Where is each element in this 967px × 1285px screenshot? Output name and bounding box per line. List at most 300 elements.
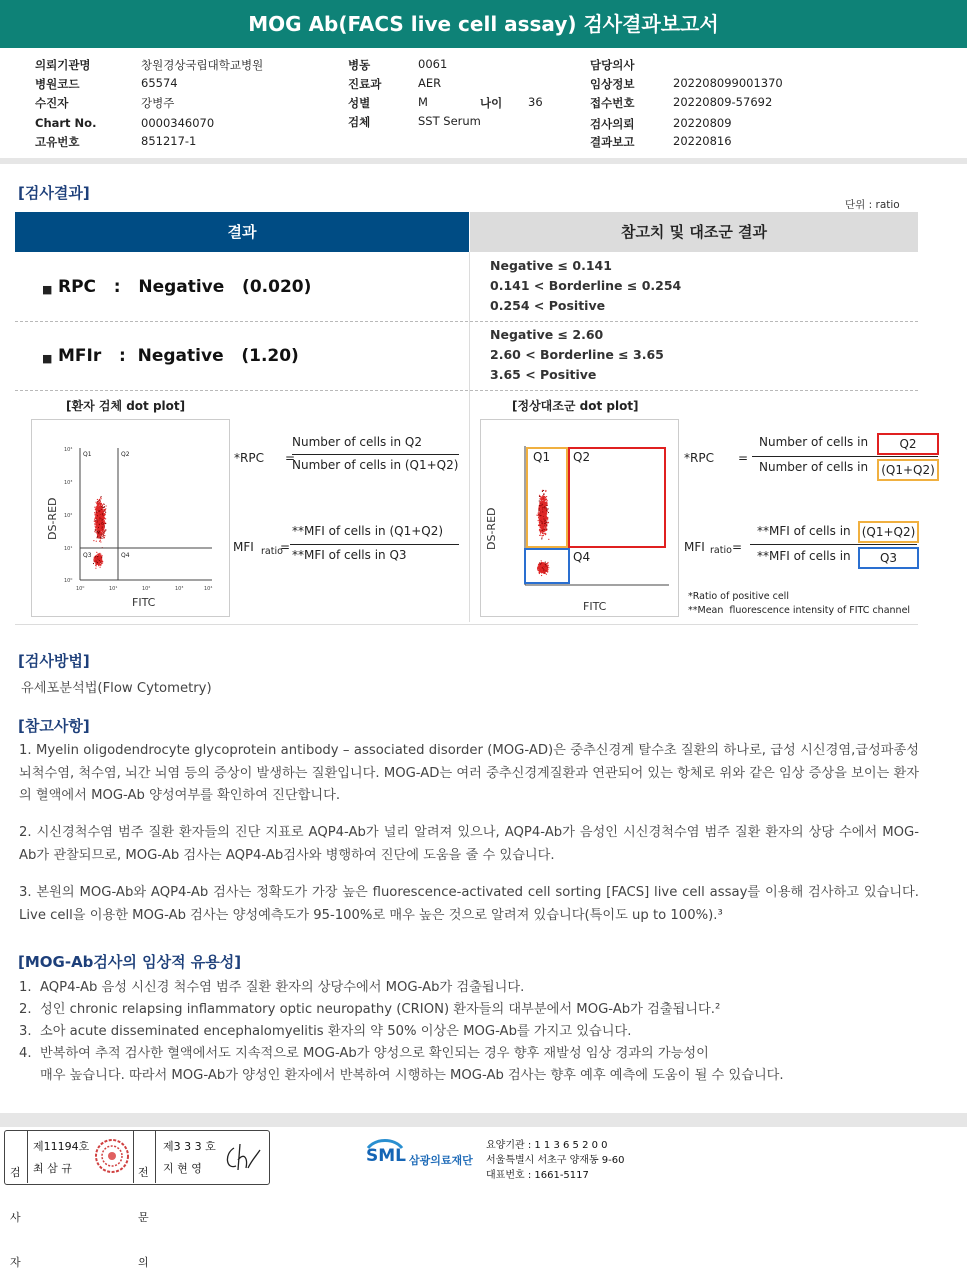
header-value: 202208099001370: [673, 76, 783, 90]
scatter-dot: [97, 506, 98, 507]
scatter-dot: [536, 515, 537, 516]
scatter-dot: [94, 560, 95, 561]
tester-license-no: 제11194호: [33, 1140, 90, 1153]
scatter-dot: [546, 502, 547, 503]
scatter-dot: [103, 509, 104, 510]
scatter-dot: [542, 533, 543, 534]
equals-sign: =: [732, 540, 743, 554]
scatter-dot: [98, 529, 99, 530]
scatter-dot: [93, 540, 94, 541]
scatter-dot: [537, 568, 538, 569]
scatter-dot: [101, 527, 102, 528]
scatter-dot: [538, 520, 539, 521]
scatter-dot: [545, 512, 546, 513]
control-plot-title: [정상대조군 dot plot]: [512, 399, 639, 413]
report-title: MOG Ab(FACS live cell assay) 검사결과보고서: [248, 12, 719, 36]
scatter-dot: [544, 500, 545, 501]
scatter-dot: [547, 522, 548, 523]
scatter-dot: [539, 567, 540, 568]
y-axis-label: DS-RED: [485, 507, 498, 550]
scatter-dot: [546, 523, 547, 524]
header-value: 강병주: [141, 96, 175, 110]
scatter-dot: [547, 564, 548, 565]
scatter-dot: [545, 534, 546, 535]
scatter-dot: [96, 529, 97, 530]
mfi-formula-subscript: ratio: [710, 545, 732, 556]
rpc-formula-denominator: Number of cells in (Q1+Q2): [292, 458, 459, 472]
scatter-dot: [104, 532, 105, 533]
org-name: 삼광의료재단: [409, 1154, 473, 1167]
tester-name: 최 삼 규: [33, 1162, 72, 1175]
scatter-dot: [100, 517, 101, 518]
scatter-dot: [543, 511, 544, 512]
scatter-dot: [97, 502, 98, 503]
scatter-dot: [541, 537, 542, 538]
scatter-dot: [100, 564, 101, 565]
scatter-dot: [542, 504, 543, 505]
scatter-dot: [540, 515, 541, 516]
scatter-dot: [541, 525, 542, 526]
signature-divider: [133, 1131, 134, 1183]
notes-paragraph-1: 1. Myelin oligodendrocyte glycoprotein antibody – associated disorder (MOG-AD)은 중추신경계 탈수초 질환의 하나로, 급성 시신경염,급성파종성 뇌척수염, 척수염, 뇌간 뇌염 등의 증상이 발생하는 질환입니다. MOG-AD는 여러 중추신경계질환과 연관되어 있는 항체로 위와 같은 임상 증상을 보이는 환자의 혈액에서 MOG-Ab 양성여부를 확인하여 진단합니다.: [19, 743, 919, 803]
scatter-dot: [98, 506, 99, 507]
scatter-dot: [542, 490, 543, 491]
scatter-dot: [105, 512, 106, 513]
scatter-dot: [97, 510, 98, 511]
clinical-item: 4. 반복하여 추적 검사한 혈액에서도 지속적으로 MOG-Ab가 양성으로 확인되는 경우 향후 재발성 임상 경과의 가능성이: [19, 1046, 709, 1061]
scatter-dot: [103, 525, 104, 526]
q1-q2-box: (Q1+Q2): [877, 459, 939, 481]
scatter-dot: [96, 531, 97, 532]
x-tick: 10³: [175, 586, 184, 592]
scatter-dot: [98, 515, 99, 516]
scatter-dot: [96, 510, 97, 511]
scatter-dot: [542, 495, 543, 496]
header-label: 접수번호: [590, 96, 635, 110]
scatter-dot: [99, 499, 100, 500]
y-tick: 10⁴: [64, 447, 73, 453]
scatter-dot: [98, 511, 99, 512]
scatter-dot: [545, 505, 546, 506]
scatter-dot: [542, 530, 543, 531]
doctor-license-no: 제3 3 3 호: [163, 1140, 216, 1153]
rpc-ref-line: 0.141 < Borderline ≤ 0.254: [490, 278, 682, 293]
scatter-dot: [100, 512, 101, 513]
header-value: 36: [528, 95, 543, 109]
scatter-dot: [98, 509, 99, 510]
footnote-rpc: *Ratio of positive cell: [688, 591, 789, 602]
rpc-result: RPC : Negative (0.020): [58, 277, 312, 297]
doctor-name: 지 현 영: [163, 1162, 202, 1175]
scatter-dot: [101, 538, 102, 539]
quadrant-label-q2: Q2: [573, 450, 591, 464]
scatter-dot: [104, 520, 105, 521]
mfir-ref-line: Negative ≤ 2.60: [490, 327, 604, 342]
scatter-dot: [96, 552, 97, 553]
scatter-dot: [100, 533, 101, 534]
scatter-dot: [543, 513, 544, 514]
scatter-dot: [101, 534, 102, 535]
header-label: 결과보고: [590, 135, 635, 149]
scatter-dot: [104, 535, 105, 536]
header-label: 검사의뢰: [590, 117, 635, 131]
org-institution-no: 요양기관 : 1 1 3 6 5 2 0 0: [486, 1140, 608, 1151]
scatter-dot: [96, 561, 97, 562]
scatter-dot: [539, 500, 540, 501]
scatter-dot: [538, 517, 539, 518]
scatter-dot: [100, 504, 101, 505]
scatter-dot: [98, 518, 99, 519]
scatter-dot: [95, 526, 96, 527]
scatter-dot: [542, 535, 543, 536]
seal-stamp-icon: [93, 1136, 131, 1176]
quadrant-label-q4: Q4: [121, 552, 130, 559]
bullet-icon: ■: [42, 352, 53, 365]
scatter-dot: [545, 528, 546, 529]
scatter-dot: [545, 525, 546, 526]
scatter-dot: [94, 514, 95, 515]
scatter-dot: [543, 573, 544, 574]
scatter-dot: [542, 570, 543, 571]
scatter-dot: [98, 522, 99, 523]
scatter-dot: [96, 527, 97, 528]
scatter-dot: [540, 527, 541, 528]
scatter-dot: [97, 537, 98, 538]
patient-plot-title: [환자 검체 dot plot]: [66, 399, 186, 413]
scatter-dot: [102, 513, 103, 514]
header-label: 성별: [348, 96, 371, 110]
scatter-dot: [103, 529, 104, 530]
label-char: 검: [10, 1166, 21, 1179]
scatter-dot: [99, 524, 100, 525]
notes-paragraph-2: 2. 시신경척수염 범주 질환 환자들의 진단 지표로 AQP4-Ab가 널리 알려져 있으나, AQP4-Ab가 음성인 시신경척수염 범주 질환 환자의 상당 수에서 MOG-Ab가 관찰되므로, MOG-Ab 검사는 AQP4-Ab검사와 병행하여 진단에 도움을 줄 수 있습니다.: [19, 825, 919, 863]
scatter-dot: [537, 567, 538, 568]
scatter-dot: [540, 530, 541, 531]
scatter-dot: [546, 510, 547, 511]
scatter-dot: [546, 522, 547, 523]
y-axis-label: DS-RED: [46, 497, 59, 540]
scatter-dot: [102, 525, 103, 526]
scatter-dot: [543, 522, 544, 523]
equals-sign: =: [738, 451, 749, 465]
scatter-dot: [543, 501, 544, 502]
y-tick: 10²: [64, 513, 73, 519]
mfir-ref-line: 3.65 < Positive: [490, 367, 597, 382]
signature-divider: [27, 1131, 28, 1183]
scatter-dot: [100, 567, 101, 568]
scatter-dot: [543, 509, 544, 510]
header-label: 임상정보: [590, 77, 635, 91]
scatter-dot: [547, 571, 548, 572]
header-value: 0061: [418, 57, 448, 71]
header-value: 20220816: [673, 134, 732, 148]
scatter-dot: [540, 517, 541, 518]
rpc-formula-label: *RPC: [234, 451, 264, 465]
equals-sign: =: [285, 451, 296, 465]
scatter-dot: [539, 571, 540, 572]
header-value: 0000346070: [141, 116, 215, 130]
x-tick: 10⁴: [204, 586, 213, 592]
scatter-dot: [100, 521, 101, 522]
q1-q2-box: (Q1+Q2): [858, 521, 919, 543]
scatter-dot: [104, 507, 105, 508]
fraction-line: [750, 544, 917, 545]
scatter-dot: [542, 497, 543, 498]
scatter-dot: [541, 569, 542, 570]
scatter-dot: [102, 530, 103, 531]
scatter-dot: [546, 496, 547, 497]
scatter-dot: [547, 518, 548, 519]
scatter-dot: [544, 523, 545, 524]
scatter-dot: [106, 505, 107, 506]
scatter-dot: [97, 521, 98, 522]
scatter-dot: [543, 498, 544, 499]
scatter-dot: [540, 501, 541, 502]
clinical-item: 2. 성인 chronic relapsing inflammatory optic neuropathy (CRION) 환자들의 대부분에서 MOG-Ab가 검출됩니다.²: [19, 1002, 721, 1017]
scatter-dot: [543, 506, 544, 507]
scatter-dot: [543, 494, 544, 495]
scatter-dot: [546, 568, 547, 569]
header-label: 나이: [480, 96, 503, 110]
scatter-dot: [544, 504, 545, 505]
mfi-denominator-text: **MFI of cells in: [757, 549, 851, 563]
scatter-dot: [99, 502, 100, 503]
scatter-dot: [100, 538, 101, 539]
clinical-item: 3. 소아 acute disseminated encephalomyelitis 환자의 약 50% 이상은 MOG-Ab를 가지고 있습니다.: [19, 1024, 632, 1039]
scatter-dot: [538, 511, 539, 512]
patient-dots: [93, 496, 107, 569]
scatter-dot: [103, 507, 104, 508]
header-label: 병동: [348, 58, 371, 72]
y-tick: 10⁰: [64, 578, 73, 584]
scatter-dot: [98, 558, 99, 559]
scatter-dot: [542, 520, 543, 521]
quadrant-label-q2: Q2: [121, 451, 130, 458]
scatter-dot: [96, 518, 97, 519]
scatter-dot: [543, 502, 544, 503]
scatter-dot: [104, 511, 105, 512]
scatter-dot: [100, 535, 101, 536]
header-label: 검체: [348, 115, 371, 129]
label-char: 전: [138, 1166, 149, 1179]
control-dots: [536, 490, 549, 576]
header-label: Chart No.: [35, 116, 97, 130]
scatter-dot: [547, 519, 548, 520]
scatter-dot: [102, 532, 103, 533]
scatter-dot: [94, 512, 95, 513]
row-divider: [15, 321, 918, 322]
mfir-ref-line: 2.60 < Borderline ≤ 3.65: [490, 347, 664, 362]
scatter-dot: [544, 507, 545, 508]
patient-dot-plot: [32, 420, 229, 616]
scatter-dot: [93, 563, 94, 564]
scatter-dot: [543, 533, 544, 534]
scatter-dot: [99, 553, 100, 554]
signature-divider: [155, 1131, 156, 1183]
scatter-dot: [540, 507, 541, 508]
scatter-dot: [545, 527, 546, 528]
scatter-dot: [97, 519, 98, 520]
scatter-dot: [546, 529, 547, 530]
scatter-dot: [98, 533, 99, 534]
scatter-dot: [93, 559, 94, 560]
unit-label: 단위 : ratio: [845, 199, 900, 211]
scatter-dot: [545, 517, 546, 518]
x-tick: 10⁰: [76, 586, 85, 592]
rpc-formula-numerator: Number of cells in Q2: [292, 435, 422, 449]
y-tick: 10¹: [64, 546, 73, 552]
doctor-label: [138, 1135, 149, 1285]
scatter-dot: [541, 511, 542, 512]
scatter-dot: [545, 567, 546, 568]
scatter-dot: [98, 535, 99, 536]
scatter-dot: [94, 521, 95, 522]
scatter-dot: [539, 523, 540, 524]
header-label: 담당의사: [590, 58, 635, 72]
scatter-dot: [544, 531, 545, 532]
scatter-dot: [544, 518, 545, 519]
scatter-dot: [541, 560, 542, 561]
scatter-dot: [541, 498, 542, 499]
rpc-ref-line: 0.254 < Positive: [490, 298, 606, 313]
scatter-dot: [98, 508, 99, 509]
header-value: 20220809-57692: [673, 95, 773, 109]
scatter-dot: [103, 522, 104, 523]
scatter-dot: [539, 498, 540, 499]
scatter-dot: [539, 495, 540, 496]
scatter-dot: [545, 520, 546, 521]
scatter-dot: [542, 532, 543, 533]
scatter-dot: [546, 574, 547, 575]
quadrant-label-q1: Q1: [533, 450, 551, 464]
scatter-dot: [99, 559, 100, 560]
header-label: 진료과: [348, 77, 382, 91]
scatter-dot: [540, 504, 541, 505]
scatter-dot: [103, 513, 104, 514]
scatter-dot: [104, 537, 105, 538]
scatter-dot: [543, 524, 544, 525]
mfir-result: MFIr : Negative (1.20): [58, 346, 299, 366]
scatter-dot: [100, 554, 101, 555]
scatter-dot: [100, 529, 101, 530]
scatter-dot: [541, 521, 542, 522]
quadrant-label-q3: Q3: [83, 552, 92, 559]
scatter-dot: [546, 526, 547, 527]
scatter-dot: [544, 498, 545, 499]
scatter-dot: [539, 509, 540, 510]
patient-plot-frame: [31, 419, 230, 617]
scatter-dot: [94, 524, 95, 525]
scatter-dot: [95, 556, 96, 557]
scatter-dot: [99, 521, 100, 522]
scatter-dot: [538, 513, 539, 514]
results-section-title: [검사결과]: [18, 184, 90, 202]
clinical-item: 매우 높습니다. 따라서 MOG-Ab가 양성인 환자에서 반복하여 시행하는 MOG-Ab 검사는 향후 예후 예측에 도움이 될 수 있습니다.: [19, 1068, 784, 1083]
scatter-dot: [100, 526, 101, 527]
quadrant-label-q1: Q1: [83, 451, 92, 458]
scatter-dot: [98, 565, 99, 566]
scatter-dot: [543, 517, 544, 518]
scatter-dot: [99, 500, 100, 501]
scatter-dot: [542, 564, 543, 565]
scatter-dot: [95, 515, 96, 516]
control-dot-plot: [481, 420, 678, 616]
scatter-dot: [97, 556, 98, 557]
logo-text: SML: [366, 1146, 406, 1166]
scatter-dot: [539, 520, 540, 521]
footnote-mfi: **Mean fluorescence intensity of FITC channel: [688, 605, 911, 616]
scatter-dot: [101, 530, 102, 531]
scatter-dot: [543, 514, 544, 515]
scatter-dot: [541, 562, 542, 563]
scatter-dot: [96, 517, 97, 518]
scatter-dot: [543, 567, 544, 568]
reference-column-header: 참고치 및 대조군 결과: [470, 212, 918, 252]
scatter-dot: [100, 541, 101, 542]
y-tick: 10³: [64, 480, 73, 486]
scatter-dot: [540, 563, 541, 564]
clinical-section-title: [MOG-Ab검사의 임상적 유용성]: [18, 953, 242, 971]
scatter-dot: [546, 499, 547, 500]
scatter-dot: [540, 535, 541, 536]
scatter-dot: [102, 534, 103, 535]
header-label: 고유번호: [35, 135, 80, 149]
scatter-dot: [547, 508, 548, 509]
rpc-denominator-text: Number of cells in: [759, 460, 869, 474]
scatter-dot: [546, 563, 547, 564]
scatter-dot: [546, 565, 547, 566]
notes-section-title: [참고사항]: [18, 717, 90, 735]
scatter-dot: [540, 571, 541, 572]
scatter-dot: [539, 569, 540, 570]
scatter-dot: [96, 513, 97, 514]
header-value: 65574: [141, 76, 178, 90]
scatter-dot: [543, 490, 544, 491]
scatter-dot: [546, 519, 547, 520]
scatter-dot: [97, 561, 98, 562]
scatter-dot: [104, 509, 105, 510]
scatter-dot: [104, 523, 105, 524]
clinical-item: 1. AQP4-Ab 음성 시신경 척수염 범주 질환 환자의 상당수에서 MOG-Ab가 검출됩니다.: [19, 980, 525, 995]
scatter-dot: [102, 562, 103, 563]
scatter-dot: [94, 507, 95, 508]
org-phone: 대표번호 : 1661-5117: [486, 1170, 589, 1181]
scatter-dot: [105, 529, 106, 530]
scatter-dot: [100, 522, 101, 523]
scatter-dot: [95, 529, 96, 530]
scatter-dot: [102, 517, 103, 518]
rpc-numerator-text: Number of cells in: [759, 435, 869, 449]
scatter-dot: [541, 532, 542, 533]
label-char: 의: [138, 1256, 149, 1269]
mfi-formula-subscript: ratio: [261, 546, 283, 557]
scatter-dot: [540, 519, 541, 520]
equals-sign: =: [280, 540, 291, 554]
scatter-dot: [545, 490, 546, 491]
header-label: 병원코드: [35, 77, 80, 91]
scatter-dot: [102, 512, 103, 513]
scatter-dot: [545, 562, 546, 563]
q3-box: Q3: [858, 547, 919, 569]
scatter-dot: [100, 508, 101, 509]
scatter-dot: [103, 503, 104, 504]
scatter-dot: [94, 519, 95, 520]
scatter-dot: [96, 523, 97, 524]
scatter-dot: [543, 525, 544, 526]
scatter-dot: [99, 527, 100, 528]
tester-label: [10, 1135, 21, 1285]
notes-paragraph-3: 3. 본원의 MOG-Ab와 AQP4-Ab 검사는 정확도가 가장 높은 fluorescence-activated cell sorting [FACS] live cell assay를 이용해 검사하고 있습니다. Live cell을 이용한 MOG-Ab 검사는 양성예측도가 95-100%로 매우 높은 것으로 알려져 있습니다(특이도 up to 100%).³: [19, 885, 919, 923]
